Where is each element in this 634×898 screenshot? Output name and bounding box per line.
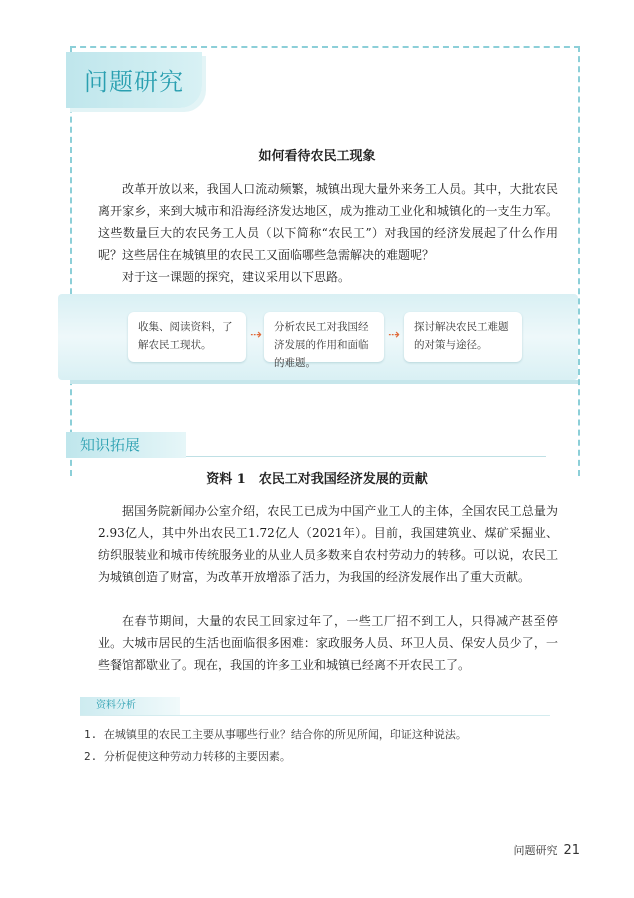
flow-band-shadow [70,380,578,384]
section-title-tab [66,52,202,108]
topic-paragraph-2: 对于这一课题的探究，建议采用以下思路。 [122,270,351,284]
resource-title: 资料 1 农民工对我国经济发展的贡献 [206,472,428,487]
topic-title: 如何看待农民工现象 [258,149,376,164]
resource-paragraph-1: 据国务院新闻办公室介绍，农民工已成为中国产业工人的主体，全国农民工总量为2.93亿人，其中外出农民工1.72亿人（2021年）。目前，我国建筑业、煤矿采掘业、纺织服装业和城市传统服务业的从业人员多数来自农村劳动力的转移。可以说，农民工为城镇创造了财富，为改革开放增添了活力，为我国的经济发展作出了重大贡献。 [98,504,558,584]
arrow-right-icon: ⇢ [250,327,262,343]
dashed-frame-top [70,46,580,48]
flow-step-1: 收集、阅读资料，了解农民工现状。 [128,312,246,362]
analysis-divider [80,715,550,716]
knowledge-tab: 知识拓展 [66,432,186,458]
analysis-question-2: 2. 分析促使这种劳动力转移的主要因素。 [84,750,291,763]
topic-paragraph-1: 改革开放以来，我国人口流动频繁，城镇出现大量外来务工人员。其中，大批农民离开家乡，来到大城市和沿海经济发达地区，成为推动工业化和城镇化的一支生力军。这些数量巨大的农民务工人员（以下简称“农民工”）对我国的经济发展起了什么作用呢？这些居住在城镇里的农民工又面临哪些急需解决的难题呢？ [98,182,558,262]
footer-label: 问题研究 [513,844,558,857]
section-title: 问题研究 [84,68,184,96]
dashed-frame-left [70,46,72,476]
analysis-tab: 资料分析 [80,697,180,715]
analysis-question-1: 1. 在城镇里的农民工主要从事哪些行业？结合你的所见所闻，印证这种说法。 [84,728,467,741]
arrow-right-icon: ⇢ [388,327,400,343]
flow-step-2: 分析农民工对我国经济发展的作用和面临的难题。 [264,312,384,362]
page-number: 21 [563,843,580,858]
resource-paragraph-2: 在春节期间，大量的农民工回家过年了，一些工厂招不到工人，只得减产甚至停业。大城市居民的生活也面临很多困难：家政服务人员、环卫人员、保安人员少了，一些餐馆都歇业了。现在，我国的许多工业和城镇已经离不开农民工了。 [98,614,558,672]
page-footer [460,842,580,858]
knowledge-divider [186,456,546,457]
dashed-frame-right [578,46,580,476]
flow-step-3: 探讨解决农民工难题的对策与途径。 [404,312,522,362]
